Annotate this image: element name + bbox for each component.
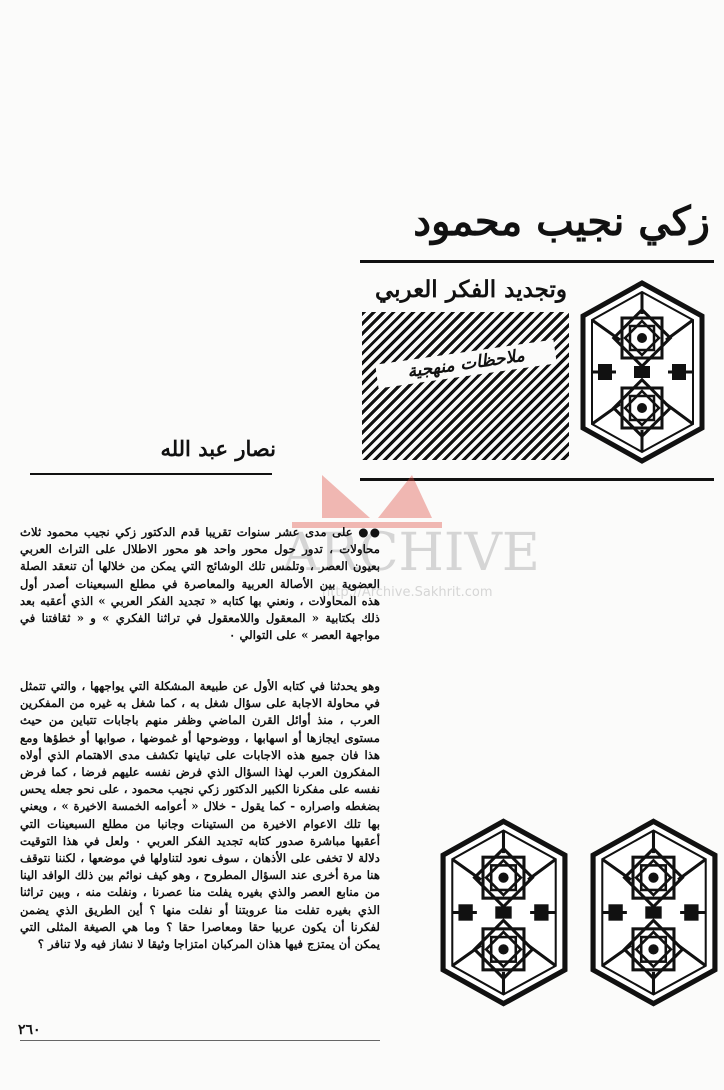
book-logo-icon: [292, 475, 442, 528]
body-paragraph-1: ●● على مدى عشر سنوات تقريبا قدم الدكتور زكي نجيب محمود ثلاث محاولات ، تدور حول محور واحد هو محور الاطلال على التراث العربي بعيون العصر ، وتلمس تلك الوشائج التي يمكن من خلالها أن تنعقد الصلة العضوية بين الأصالة العربية والمعاصرة في مطلع السبعينات أصدر أول هذه المحاولات ، ونعني بها كتابه « تجديد الفكر العربي » الذي أعقبه بعد ذلك بكتابية « المعقول واللامعقول في تراثنا الفكري » و « ثقافتنا في مواجهة العصر » على التوالي ٠: [20, 525, 380, 643]
title-divider: [360, 260, 714, 263]
author-name: نصار عبد الله: [160, 436, 276, 461]
watermark-text: ARCHIVE: [282, 523, 540, 583]
article-tagline: ملاحظات منهجية: [375, 340, 557, 389]
article-title: زكي نجيب محمود: [413, 198, 710, 245]
arabesque-pattern-icon: [580, 280, 705, 465]
footer-divider: [20, 1040, 380, 1041]
author-underline: [30, 473, 272, 475]
arabesque-pattern-icon: [590, 818, 718, 1008]
arabesque-pattern-icon: [440, 818, 568, 1008]
article-subtitle: وتجديد الفكر العربي: [374, 276, 568, 303]
header-bottom-divider: [360, 478, 714, 481]
page-number: ٢٦٠: [18, 1022, 41, 1038]
watermark-url: http://Archive.Sakhrit.com: [322, 585, 493, 600]
body-paragraph-2: وهو يحدثنا في كتابه الأول عن طبيعة المشكلة التي يواجهها ، والتي تتمثل في محاولة الاجابة على سؤال شغل به ، كما شغل به غيره من المفكرين العرب ، منذ أوائل القرن الماضي وظفر منهم باجابات تتباين من حيث مستوى ايجازها أو اسهابها ، ووضوحها أو غموضها ، صوابها أو خطؤها ومع هذا فان جميع هذه الاجابات على تباينها تكشف مدى الاهتمام الذي أولاه المفكرون العرب لهذا السؤال الذي فرض نفسه عليهم فرضا ، كما فرض نفسه على مفكرنا الكبير الدكتور زكي نجيب محمود ، على نحو جعله يحس بضغطه واصراره - كما يقول - خلال « أعوامه الخمسة الاخيرة » ، ويعني بها تلك الاعوام الاخيرة من الستينات وجانبا من مطلع السبعينات التي أعقبها مباشرة صدور كتابه تجديد الفكر العربي ٠ ولعل في هذا التوقيت دلالة لا تخفى على الأذهان ، سوف نعود لتناولها في موضعها ، لكننا نتوقف هنا مرة أخرى عند السؤال المطروح ، وهو كيف نوائم بين ذلك الوافد الينا من منابع العصر والذي بغيره يفلت منا عصرنا ، ونفلت منه ، وبين تراثنا الذي بغيره تفلت منا عروبتنا أو نفلت منها ؟ أين الطريق الذي يضمن لفكرنا أن يكون عربيا حقا ومعاصرا حقا ؟ وما هي الصيغة المثلى التي يمكن أن يمتزج فيها هذان المركبان امتزاجا وثيقا لا نشاز فيه ولا تنافر ؟: [20, 679, 381, 952]
